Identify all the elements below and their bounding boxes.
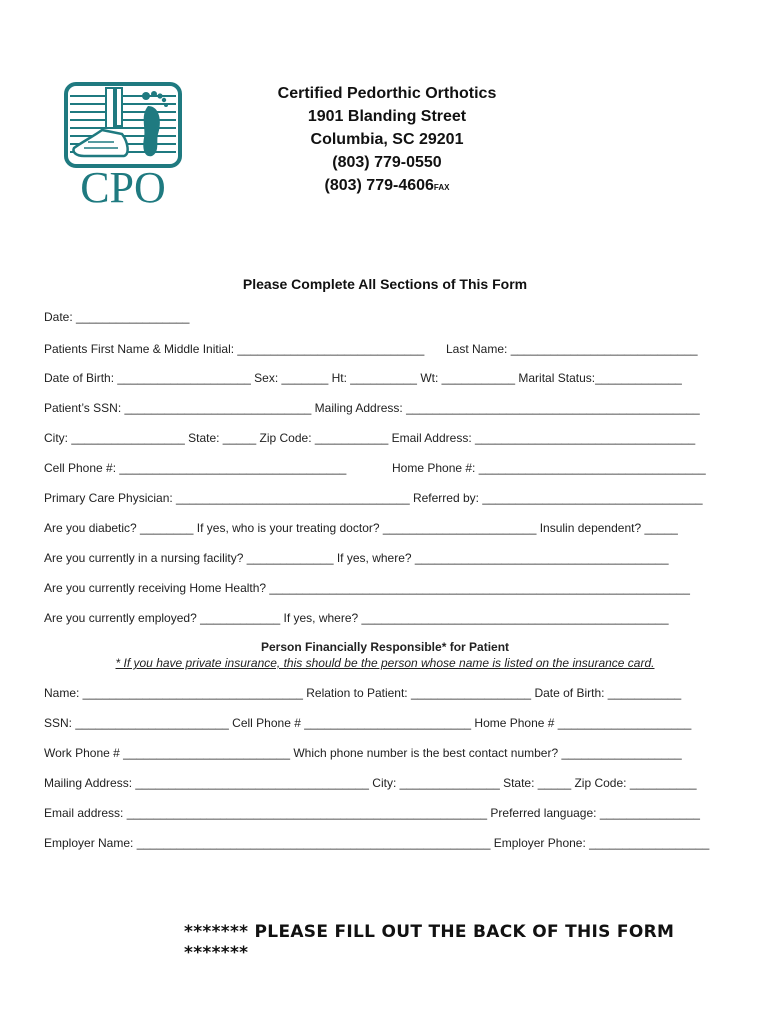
field-text[interactable]: Date of Birth: ____________________ Sex: _______ Ht: __________ Wt: ___________ Marital Status:_____________	[44, 371, 682, 385]
field-row-employed[interactable]	[44, 610, 724, 626]
field-row-physician[interactable]	[44, 490, 724, 506]
field-text[interactable]: Date: _________________	[44, 310, 190, 324]
field-row-phones[interactable]	[44, 460, 724, 476]
field-row-name[interactable]	[44, 341, 724, 357]
field-row-city[interactable]	[44, 430, 724, 446]
field-text[interactable]: Primary Care Physician: ___________________________________ Referred by: _________________________________	[44, 491, 703, 505]
field-text[interactable]: Email address: ______________________________________________________ Preferred language: _______________	[44, 806, 700, 820]
field-row-resp-ssn[interactable]	[44, 715, 724, 731]
field-text[interactable]: Cell Phone #: __________________________________	[44, 461, 347, 475]
company-name: Certified Pedorthic Orthotics	[277, 85, 497, 102]
form-title: Please Complete All Sections of This Form	[242, 276, 528, 292]
company-street: 1901 Blanding Street	[307, 108, 467, 125]
field-row-resp-email[interactable]	[44, 805, 724, 821]
field-text[interactable]: Are you currently receiving Home Health? _______________________________________________________________	[44, 581, 690, 595]
logo-text: CPO	[80, 163, 166, 208]
back-note-line2: *******	[184, 943, 249, 963]
field-text[interactable]: Patients First Name & Middle Initial: ____________________________	[44, 342, 425, 356]
field-text[interactable]: SSN: _______________________ Cell Phone # _________________________ Home Phone # ____________________	[44, 716, 692, 730]
field-text[interactable]: Work Phone # _________________________ Which phone number is the best contact number? __________________	[44, 746, 682, 760]
company-city: Columbia, SC 29201	[310, 131, 464, 148]
field-row-resp-employer[interactable]	[44, 835, 724, 851]
field-row-dob[interactable]	[44, 370, 724, 386]
fax-number: (803) 779-4606	[324, 177, 434, 194]
company-fax	[230, 174, 544, 199]
field-row-diabetic[interactable]	[44, 520, 724, 536]
field-text[interactable]: Home Phone #: __________________________________	[392, 461, 706, 475]
field-row-resp-workphone[interactable]	[44, 745, 724, 761]
back-note-line1: ******* PLEASE FILL OUT THE BACK OF THIS FORM	[184, 922, 675, 942]
field-text[interactable]: Are you currently in a nursing facility? _____________ If yes, where? ______________________________________	[44, 551, 669, 565]
field-row-nursing[interactable]	[44, 550, 724, 566]
field-text[interactable]: Are you currently employed? ____________ If yes, where? ______________________________________________	[44, 611, 669, 625]
field-text[interactable]: Are you diabetic? ________ If yes, who is your treating doctor? _______________________ Insulin dependent? _____	[44, 521, 678, 535]
company-header	[230, 82, 544, 199]
foot-skeleton-icon	[64, 82, 182, 208]
responsible-note: * If you have private insurance, this should be the person whose name is listed on the insurance card.	[115, 656, 655, 670]
field-text[interactable]: Mailing Address: ___________________________________ City: _______________ State: _____ Zip Code: __________	[44, 776, 697, 790]
field-row-ssn[interactable]	[44, 400, 724, 416]
field-text[interactable]: Last Name: ____________________________	[446, 342, 698, 356]
cpo-logo	[64, 82, 182, 208]
back-of-form-note	[184, 922, 704, 964]
field-row-resp-address[interactable]	[44, 775, 724, 791]
field-row-resp-name[interactable]	[44, 685, 724, 701]
field-text[interactable]: City: _________________ State: _____ Zip Code: ___________ Email Address: _________________________________	[44, 431, 696, 445]
company-phone: (803) 779-0550	[332, 154, 442, 171]
field-row-home-health[interactable]	[44, 580, 724, 596]
field-text[interactable]: Patient’s SSN: ____________________________ Mailing Address: ____________________________________________	[44, 401, 700, 415]
responsible-title: Person Financially Responsible* for Patient	[260, 640, 510, 654]
field-text[interactable]: Name: _________________________________ Relation to Patient: __________________ Date of Birth: ___________	[44, 686, 682, 700]
field-row-date[interactable]	[44, 309, 724, 325]
fax-label: FAX	[433, 183, 450, 192]
field-text[interactable]: Employer Name: _____________________________________________________ Employer Phone: __________________	[44, 836, 710, 850]
